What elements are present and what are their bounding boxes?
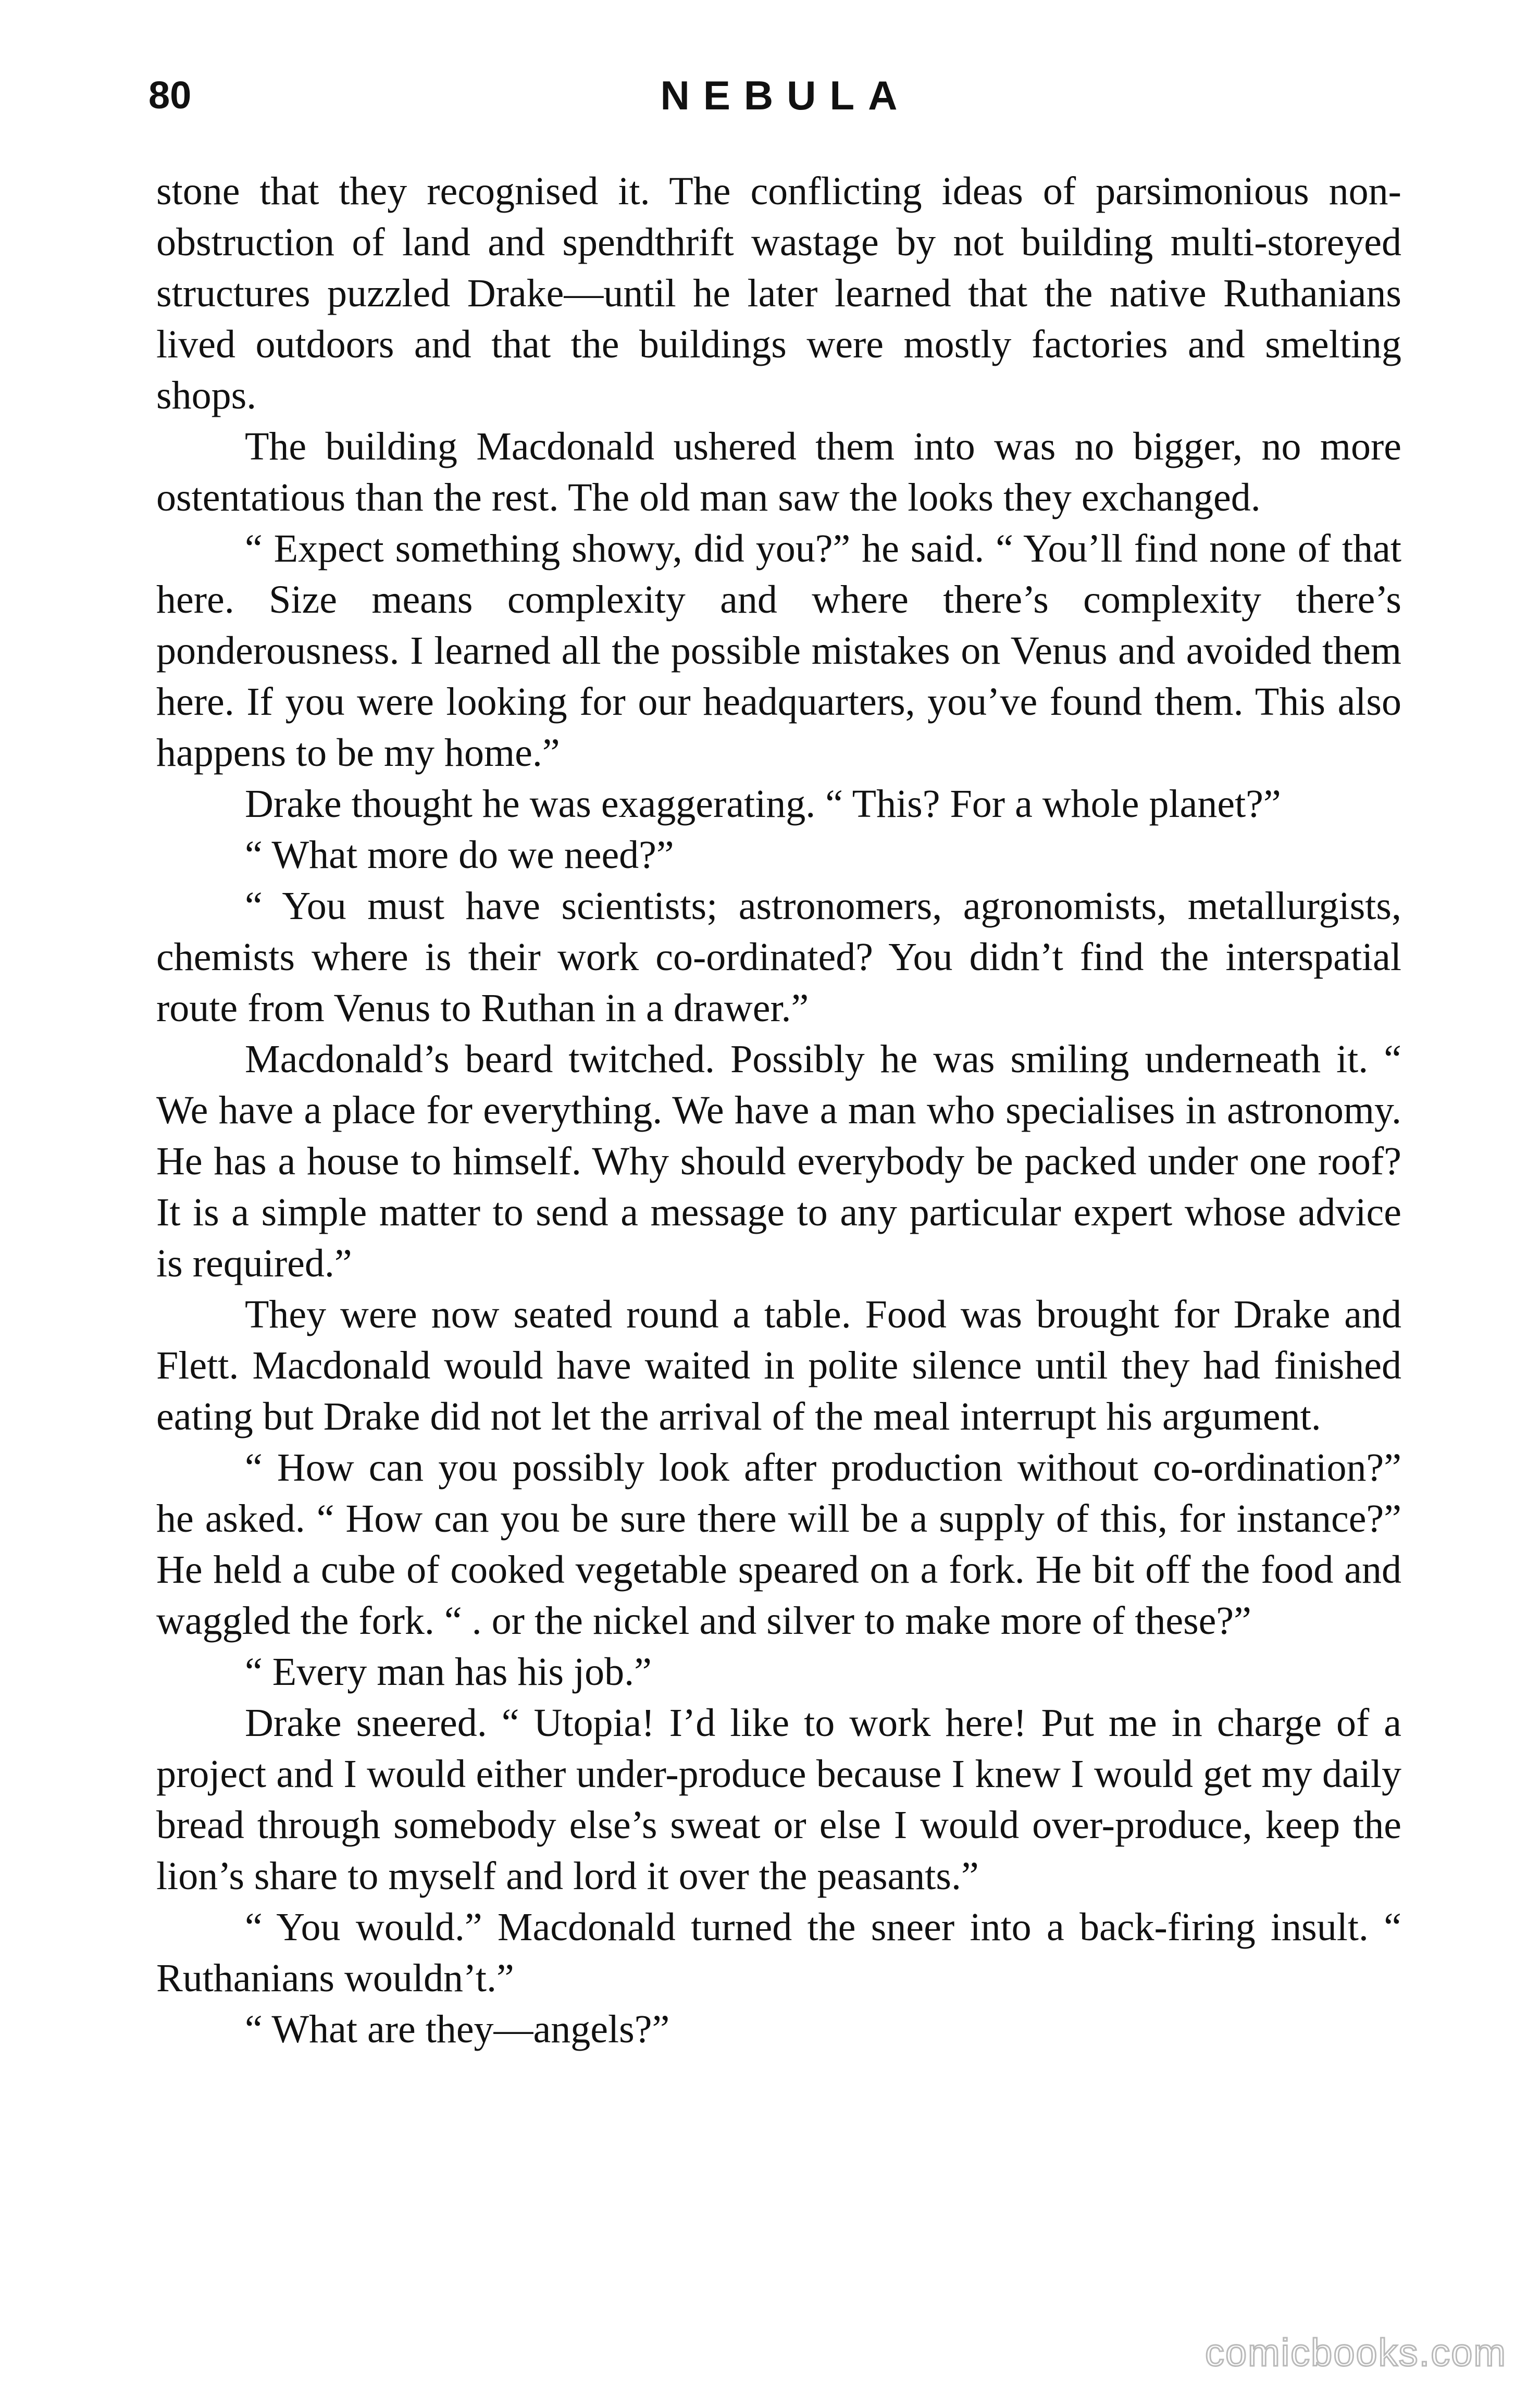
watermark: comicbooks.com bbox=[1204, 2331, 1507, 2374]
paragraph: Drake sneered. “ Utopia! I’d like to work here! Put me in charge of a project and I would either under-produce because I knew I would get my daily bread through somebody else’s sweat or else I would over-produce, keep the lion’s share to myself and lord it over the peasants.” bbox=[156, 1701, 1401, 1898]
body-text bbox=[156, 166, 1401, 2055]
paragraph: “ How can you possibly look after production without co-ordination?” he asked. “ How can you be sure there will be a supply of this, for instance?” He held a cube of cooked vegetable speared on a fork. He bit off the food and waggled the fork. “ . or the nickel and silver to make more of these?” bbox=[156, 1446, 1401, 1643]
paragraph: “ Every man has his job.” bbox=[245, 1650, 652, 1694]
page-number: 80 bbox=[148, 73, 192, 117]
paragraph: They were now seated round a table. Food was brought for Drake and Flett. Macdonald would have waited in polite silence until they had finished eating but Drake did not let the arrival of the meal interrupt his argument. bbox=[156, 1293, 1401, 1438]
page-header bbox=[148, 67, 1409, 124]
paragraph: Drake thought he was exaggerating. “ This? For a whole planet?” bbox=[245, 782, 1281, 826]
paragraph: Macdonald’s beard twitched. Possibly he was smiling underneath it. “ We have a place for everything. We have a man who specialises in astronomy. He has a house to himself. Why should everybody be packed under one roof? It is a simple matter to send a message to any particular expert whose advice is required.” bbox=[156, 1037, 1401, 1285]
paragraph: “ What are they—angels?” bbox=[245, 2007, 670, 2051]
paragraph: “ You would.” Macdonald turned the sneer into a back-firing insult. “ Ruthanians wouldn’t.” bbox=[156, 1905, 1401, 2000]
running-title: NEBULA bbox=[660, 72, 911, 118]
paragraph: The building Macdonald ushered them into was no bigger, no more ostentatious than the rest. The old man saw the looks they exchanged. bbox=[156, 425, 1401, 519]
paragraph: “ You must have scientists; astronomers, agronomists, metallurgists, chemists where is their work co-ordinated? You didn’t find the interspatial route from Venus to Ruthan in a drawer.” bbox=[156, 884, 1401, 1030]
paragraph: “ What more do we need?” bbox=[245, 833, 674, 877]
paragraph: “ Expect something showy, did you?” he said. “ You’ll find none of that here. Size means complexity and where there’s complexity there’s ponderousness. I learned all the possible mistakes on Venus and avoided them here. If you were looking for our headquarters, you’ve found them. This also happens to be my home.” bbox=[156, 527, 1401, 775]
paragraph-continued: stone that they recognised it. The conflicting ideas of parsimonious non-obstruction of land and spendthrift wastage by not building multi-storeyed structures puzzled Drake—until he later learned that the native Ruthanians lived outdoors and that the buildings were mostly factories and smelting shops. bbox=[156, 169, 1401, 417]
